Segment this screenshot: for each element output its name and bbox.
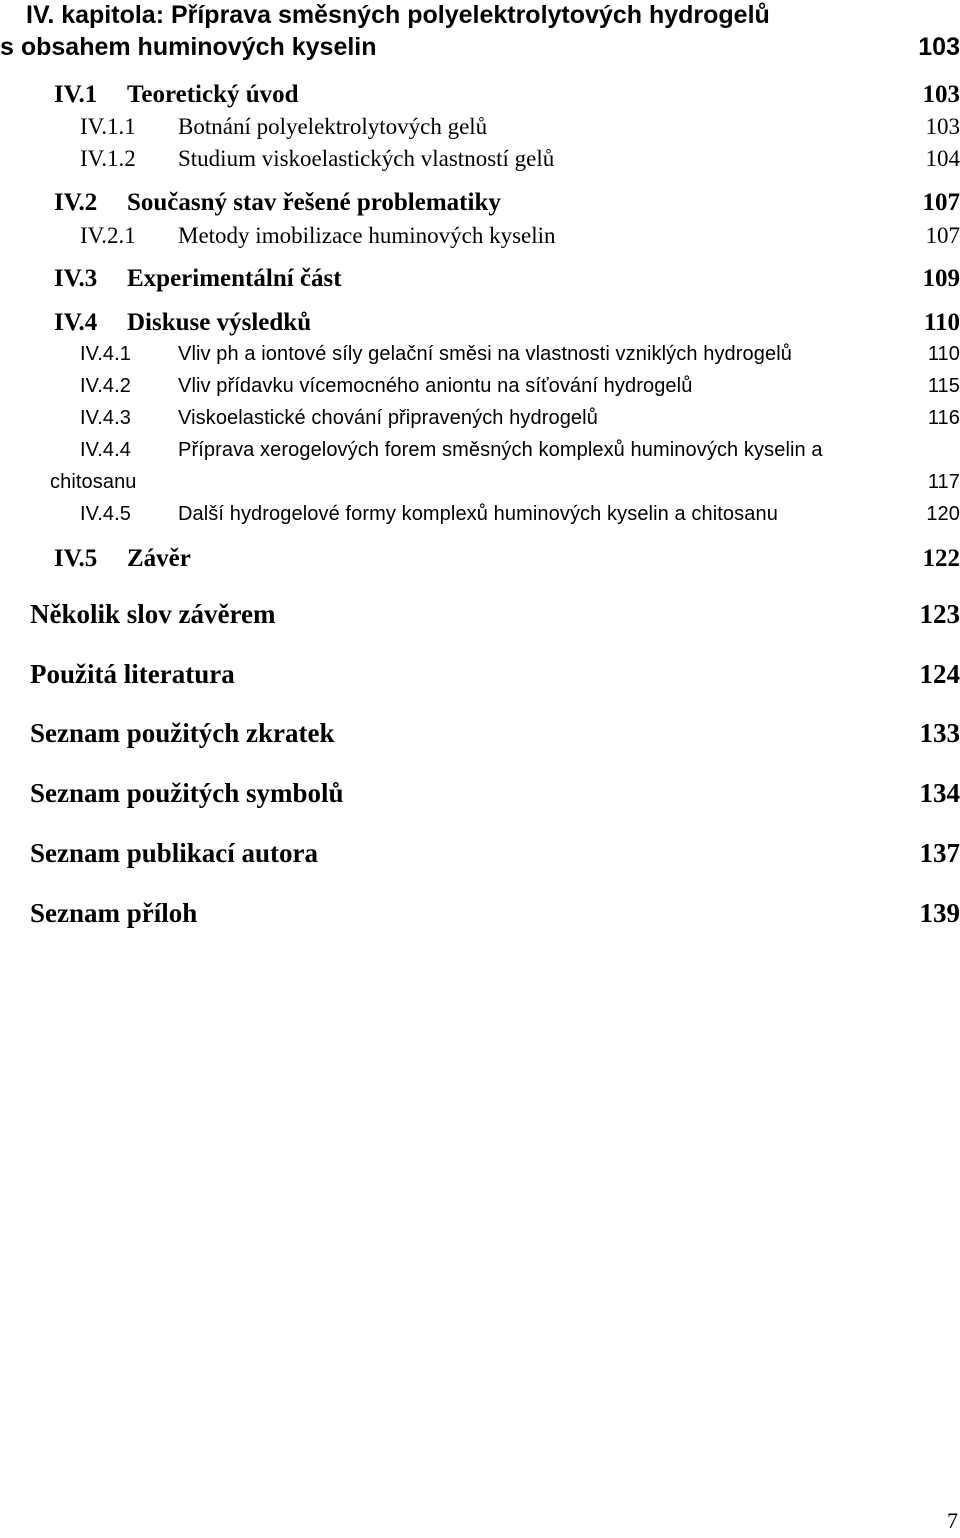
entry-number: IV.1.1	[80, 114, 136, 139]
page-number: 7	[947, 1508, 958, 1533]
backmatter-page: 123	[919, 599, 960, 629]
backmatter-page: 124	[919, 659, 960, 689]
entry-number: IV.4	[54, 309, 98, 336]
backmatter-title: Použitá literatura	[30, 659, 235, 689]
entry-number: IV.2.1	[80, 223, 136, 248]
entry-number: IV.4.4	[80, 439, 132, 461]
entry-page: 122	[922, 545, 960, 572]
entry-page: 109	[922, 265, 960, 292]
entry-title: Vliv přídavku vícemocného aniontu na síťování hydrogelů	[178, 375, 693, 397]
backmatter-page: 134	[919, 778, 960, 808]
entry-title: Botnání polyelektrolytových gelů	[178, 114, 488, 139]
entry-title: Studium viskoelastických vlastností gelů	[178, 146, 555, 171]
entry-title: Metody imobilizace huminových kyselin	[178, 223, 556, 248]
entry-title: Další hydrogelové formy komplexů huminových kyselin a chitosanu	[178, 503, 778, 525]
entry-number: IV.4.3	[80, 407, 132, 429]
backmatter-title: Seznam použitých symbolů	[30, 778, 344, 808]
entry-page: 103	[922, 81, 960, 108]
entry-title: Viskoelastické chování připravených hydrogelů	[178, 407, 598, 429]
chapter-title-line2: s obsahem huminových kyselin	[0, 33, 377, 61]
entry-title-continuation: chitosanu	[50, 471, 137, 493]
backmatter-title: Seznam použitých zkratek	[30, 718, 335, 748]
entry-title: Experimentální část	[127, 265, 342, 292]
chapter-title-line1: IV. kapitola: Příprava směsných polyelektrolytových hydrogelů	[26, 1, 770, 29]
entry-page: 110	[923, 309, 960, 336]
backmatter-title: Několik slov závěrem	[30, 599, 276, 629]
entry-page: 110	[927, 343, 960, 365]
entry-number: IV.4.2	[80, 375, 132, 397]
entry-number: IV.2	[54, 189, 98, 216]
entry-title: Teoretický úvod	[127, 81, 299, 108]
backmatter-page: 139	[919, 898, 960, 928]
entry-page: 107	[925, 223, 960, 248]
entry-page: 104	[925, 146, 960, 171]
backmatter-page: 133	[919, 718, 960, 748]
entry-title: Současný stav řešené problematiky	[127, 189, 501, 216]
entry-title: Diskuse výsledků	[127, 309, 312, 336]
entry-number: IV.4.5	[80, 503, 132, 525]
backmatter-title: Seznam publikací autora	[30, 838, 319, 868]
entry-title: Příprava xerogelových forem směsných komplexů huminových kyselin a	[178, 439, 823, 461]
entry-page: 103	[925, 114, 960, 139]
entry-page: 116	[927, 407, 960, 429]
entry-page: 117	[927, 471, 960, 493]
backmatter-page: 137	[919, 838, 960, 868]
entry-number: IV.1	[54, 81, 98, 108]
entry-page: 120	[926, 503, 960, 525]
chapter-page: 103	[918, 33, 960, 61]
entry-number: IV.4.1	[80, 343, 132, 365]
entry-number: IV.3	[54, 265, 98, 292]
entry-page: 107	[922, 189, 960, 216]
entry-number: IV.1.2	[80, 146, 136, 171]
entry-number: IV.5	[54, 545, 98, 572]
entry-title: Závěr	[127, 545, 191, 572]
entry-title: Vliv ph a iontové síly gelační směsi na vlastnosti vzniklých hydrogelů	[178, 343, 792, 365]
entry-page: 115	[927, 375, 960, 397]
backmatter-title: Seznam příloh	[30, 898, 198, 928]
